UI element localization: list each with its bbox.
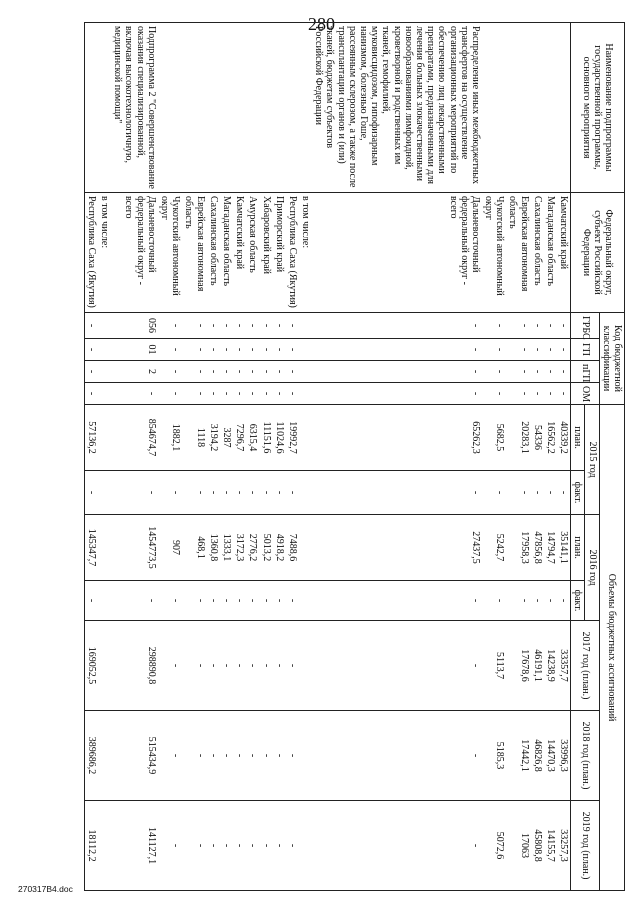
cell-y19: 17063 [506,801,530,891]
cell-p15: 3287 [220,405,233,471]
cell-p15: 11024,6 [273,405,286,471]
cell-grbs: - [259,313,272,339]
cell-y19: - [246,801,259,891]
cell-grbs: - [273,313,286,339]
cell-f15: - [286,471,299,515]
cell-region: Хабаровский край [259,193,272,313]
cell-om: - [233,383,246,405]
cell-pgp: - [84,361,98,383]
header-2016-plan: план. [571,515,585,581]
cell-name [220,23,233,193]
cell-y18: - [259,711,272,801]
header-2015-fact: факт. [571,471,585,515]
cell-om: - [220,383,233,405]
cell-om: - [259,383,272,405]
cell-y17: - [259,621,272,711]
cell-y18: - [312,711,482,801]
cell-om: - [111,383,158,405]
cell-gp: - [557,339,571,361]
header-pgp: пГП [571,361,599,383]
cell-name [233,23,246,193]
cell-y17: - [220,621,233,711]
cell-y17 [299,621,312,711]
cell-f15 [98,471,111,515]
cell-f16 [299,581,312,621]
cell-pgp: - [286,361,299,383]
cell-name [246,23,259,193]
cell-grbs: - [286,313,299,339]
cell-name [544,23,557,193]
cell-grbs [98,313,111,339]
cell-y18: - [246,711,259,801]
cell-name [482,23,506,193]
cell-p15: 65262,3 [312,405,482,471]
cell-y17: - [246,621,259,711]
table-body [84,23,571,891]
cell-gp: - [506,339,530,361]
table-row [544,23,557,891]
cell-p15: 16562,2 [544,405,557,471]
cell-region: Еврейская автономная область [182,193,206,313]
cell-region: Камчатский край [557,193,571,313]
cell-f16: - [246,581,259,621]
cell-gp: - [182,339,206,361]
cell-region: в том числе: [299,193,312,313]
cell-pgp: - [482,361,506,383]
page-number: 280 [308,14,335,34]
cell-f15: - [531,471,544,515]
cell-p16 [98,515,111,581]
cell-y19: 14155,7 [544,801,557,891]
cell-f16: - [207,581,220,621]
cell-f15: - [246,471,259,515]
table-row [182,23,206,891]
cell-grbs: - [312,313,482,339]
cell-y19: - [312,801,482,891]
cell-p16: 7488,6 [286,515,299,581]
rotated-table-page [37,22,625,890]
cell-om: - [273,383,286,405]
cell-grbs: - [84,313,98,339]
cell-y17 [98,621,111,711]
cell-pgp: - [259,361,272,383]
cell-p15: 54336 [531,405,544,471]
cell-f15: - [312,471,482,515]
cell-p16: 907 [158,515,182,581]
cell-grbs: - [158,313,182,339]
cell-p15: 7296,7 [233,405,246,471]
cell-p15 [299,405,312,471]
header-2015-plan: план. [571,405,585,471]
cell-name [84,23,98,193]
table-row [312,23,482,891]
cell-om: - [246,383,259,405]
cell-grbs: - [220,313,233,339]
cell-y19: 45808,8 [531,801,544,891]
cell-p15: 6315,4 [246,405,259,471]
cell-y18: - [182,711,206,801]
cell-y19: - [273,801,286,891]
cell-f16: - [233,581,246,621]
cell-f15: - [233,471,246,515]
cell-y18 [299,711,312,801]
cell-f16: - [111,581,158,621]
header-volume-group: Объемы бюджетных ассигнований [599,405,624,891]
header-2019: 2019 год (план.) [571,801,599,891]
cell-p15: 1118 [182,405,206,471]
cell-pgp: - [312,361,482,383]
cell-pgp: - [246,361,259,383]
cell-y17: - [182,621,206,711]
cell-y17: 17678,6 [506,621,530,711]
cell-y18: - [273,711,286,801]
cell-y19: - [158,801,182,891]
cell-region: Еврейская автономная область [506,193,530,313]
cell-p16: 145347,7 [84,515,98,581]
cell-p16: 1454773,5 [111,515,158,581]
cell-name: Подпрограмма 2 "Совершенствование оказания специализированной, включая высокотехнологичную, медицинской помощи" [111,23,158,193]
cell-y18: - [158,711,182,801]
cell-f15 [299,471,312,515]
cell-y19 [299,801,312,891]
cell-y18: 17442,1 [506,711,530,801]
cell-grbs: - [182,313,206,339]
cell-p15: 854674,7 [111,405,158,471]
cell-y19: - [259,801,272,891]
cell-f16: - [220,581,233,621]
cell-f16: - [482,581,506,621]
table-row [207,23,220,891]
cell-gp [98,339,111,361]
cell-f15: - [158,471,182,515]
cell-p15: 57136,2 [84,405,98,471]
cell-f16: - [182,581,206,621]
cell-y18: 389686,2 [84,711,98,801]
cell-om: - [506,383,530,405]
table-row [531,23,544,891]
cell-om: - [557,383,571,405]
cell-name [299,23,312,193]
cell-pgp: - [207,361,220,383]
header-om: ОМ [571,383,599,405]
cell-f15: - [84,471,98,515]
cell-gp: - [312,339,482,361]
cell-f16: - [259,581,272,621]
cell-grbs: - [233,313,246,339]
cell-region: Приморский край [273,193,286,313]
cell-y19: 141127,1 [111,801,158,891]
cell-region: Сахалинская область [207,193,220,313]
cell-region: Республика Саха (Якутия) [84,193,98,313]
cell-y19: - [220,801,233,891]
cell-f16: - [544,581,557,621]
cell-p16: 5013,2 [259,515,272,581]
cell-y18: 33996,3 [557,711,571,801]
cell-om: - [544,383,557,405]
cell-f16: - [286,581,299,621]
cell-pgp: - [273,361,286,383]
cell-grbs: - [207,313,220,339]
cell-y17: 14238,9 [544,621,557,711]
table-row [158,23,182,891]
cell-om [98,383,111,405]
cell-pgp [299,361,312,383]
table-row [259,23,272,891]
cell-gp: - [286,339,299,361]
cell-gp: - [544,339,557,361]
cell-p16: 1333,1 [220,515,233,581]
table-row [111,23,158,891]
cell-f15: - [506,471,530,515]
cell-y17: - [207,621,220,711]
cell-gp: - [207,339,220,361]
cell-pgp: - [182,361,206,383]
cell-gp: - [531,339,544,361]
cell-gp: - [84,339,98,361]
cell-gp: - [158,339,182,361]
cell-p15 [98,405,111,471]
cell-name [259,23,272,193]
cell-region: Амурская область [246,193,259,313]
cell-f15: - [220,471,233,515]
cell-grbs: - [531,313,544,339]
cell-f15: - [482,471,506,515]
cell-om: - [207,383,220,405]
cell-y17: - [233,621,246,711]
cell-y18: 46826,8 [531,711,544,801]
cell-y17: - [286,621,299,711]
cell-region: Дальневосточный федеральный округ - всего [111,193,158,313]
header-2015: 2015 год [585,405,599,515]
cell-name [207,23,220,193]
cell-om: - [531,383,544,405]
cell-p16: 2776,2 [246,515,259,581]
cell-y19: 5072,6 [482,801,506,891]
cell-y18: 515434,9 [111,711,158,801]
cell-y19: 18112,2 [84,801,98,891]
cell-f16: - [312,581,482,621]
cell-p16: 17958,3 [506,515,530,581]
cell-f16: - [506,581,530,621]
cell-f15: - [557,471,571,515]
cell-grbs: - [544,313,557,339]
cell-region: Магаданская область [220,193,233,313]
header-gp: ГП [571,339,599,361]
cell-y18: - [207,711,220,801]
cell-name [182,23,206,193]
cell-gp: - [259,339,272,361]
cell-f15: - [544,471,557,515]
cell-y17: - [273,621,286,711]
cell-p16: 4918,2 [273,515,286,581]
cell-region: Чукотский автономный округ [482,193,506,313]
cell-f16: - [158,581,182,621]
cell-y17: 169052,5 [84,621,98,711]
cell-y17: - [312,621,482,711]
cell-pgp: - [158,361,182,383]
cell-p15: 5682,5 [482,405,506,471]
cell-p16: 3172,3 [233,515,246,581]
cell-pgp: - [544,361,557,383]
cell-f16: - [531,581,544,621]
cell-pgp: - [220,361,233,383]
cell-p15: 20283,1 [506,405,530,471]
header-subprogram: Наименование подпрограммы государственной программы, основного мероприятия [571,23,625,193]
cell-p16: 14794,7 [544,515,557,581]
table-row [273,23,286,891]
cell-gp: - [246,339,259,361]
table-row [286,23,299,891]
footer-filename: 270317B4.doc [18,884,73,894]
cell-grbs: - [482,313,506,339]
cell-y17: 298890,8 [111,621,158,711]
cell-grbs: 056 [111,313,158,339]
cell-y18 [98,711,111,801]
header-code-group: Код бюджетной классификации [599,313,624,405]
cell-grbs [299,313,312,339]
cell-region: в том числе: [98,193,111,313]
table-row [246,23,259,891]
cell-region: Дальневосточный федеральный округ - всего [312,193,482,313]
cell-y19: - [207,801,220,891]
cell-y19: 33257,3 [557,801,571,891]
table-row [220,23,233,891]
cell-y18: 14470,3 [544,711,557,801]
cell-om: - [158,383,182,405]
cell-name [273,23,286,193]
cell-y17: 46191,1 [531,621,544,711]
budget-table [84,22,625,891]
cell-grbs: - [246,313,259,339]
cell-y19: - [182,801,206,891]
cell-p16: 35141,1 [557,515,571,581]
cell-y19: - [233,801,246,891]
cell-pgp: - [531,361,544,383]
cell-p15: 1882,1 [158,405,182,471]
table-row [482,23,506,891]
cell-p15: 19992,7 [286,405,299,471]
cell-om: - [482,383,506,405]
cell-pgp [98,361,111,383]
cell-p16: 27437,5 [312,515,482,581]
cell-p16 [299,515,312,581]
header-grbs: ГРБС [571,313,599,339]
cell-om: - [312,383,482,405]
cell-p15: 40339,2 [557,405,571,471]
cell-p16: 468,1 [182,515,206,581]
header-2016: 2016 год [585,515,599,621]
cell-y19 [98,801,111,891]
cell-y18: 5185,3 [482,711,506,801]
cell-name [557,23,571,193]
cell-om [299,383,312,405]
cell-om: - [182,383,206,405]
cell-y19: - [286,801,299,891]
cell-grbs: - [506,313,530,339]
cell-f16: - [557,581,571,621]
cell-y18: - [220,711,233,801]
cell-y17: 33357,7 [557,621,571,711]
cell-region: Камчатский край [233,193,246,313]
cell-name [286,23,299,193]
cell-f15: - [273,471,286,515]
table-row [98,23,111,891]
cell-gp: - [273,339,286,361]
header-2018: 2018 год (план.) [571,711,599,801]
header-2017: 2017 год (план.) [571,621,599,711]
cell-f15: - [259,471,272,515]
cell-f16 [98,581,111,621]
cell-pgp: - [233,361,246,383]
cell-name [506,23,530,193]
cell-p16: 47856,8 [531,515,544,581]
cell-name [531,23,544,193]
cell-region: Чукотский автономный округ [158,193,182,313]
cell-y17: - [158,621,182,711]
cell-p15: 11151,6 [259,405,272,471]
cell-region: Сахалинская область [531,193,544,313]
table-row [557,23,571,891]
header-region: Федеральный округ, субъект Российской Федерации [571,193,625,313]
cell-y17: 5113,7 [482,621,506,711]
cell-pgp: - [557,361,571,383]
table-row [233,23,246,891]
cell-gp [299,339,312,361]
cell-name: Распределение иных межбюджетных трансфертов на осуществление организационных мероприятий по обеспечению лиц лекарственными препаратами, предназначенными для лечения больных злокачественными новообразованиями лимфоидной, кроветворной и родственных им тканей, гемофилией, муковисцидозом, гипофизарным нанизмом, болезнью Гоше, рассеянным склерозом, а также после трансплантации органов и (или) тканей, бюджетам субъектов Российской Федерации [312,23,482,193]
cell-p16: 5242,7 [482,515,506,581]
cell-om: - [286,383,299,405]
cell-region: Магаданская область [544,193,557,313]
cell-p16: 1360,8 [207,515,220,581]
cell-gp: - [220,339,233,361]
cell-y18: - [286,711,299,801]
cell-name [98,23,111,193]
cell-p15: 3194,2 [207,405,220,471]
cell-gp: 01 [111,339,158,361]
cell-grbs: - [557,313,571,339]
cell-f15: - [111,471,158,515]
cell-name [158,23,182,193]
cell-f16: - [84,581,98,621]
table-row [299,23,312,891]
cell-y18: - [233,711,246,801]
header-2016-fact: факт. [571,581,585,621]
cell-f15: - [182,471,206,515]
table-row [84,23,98,891]
cell-region: Республика Саха (Якутия) [286,193,299,313]
cell-gp: - [482,339,506,361]
cell-pgp: - [506,361,530,383]
cell-f15: - [207,471,220,515]
cell-f16: - [273,581,286,621]
cell-pgp: 2 [111,361,158,383]
cell-om: - [84,383,98,405]
cell-gp: - [233,339,246,361]
table-row [506,23,530,891]
